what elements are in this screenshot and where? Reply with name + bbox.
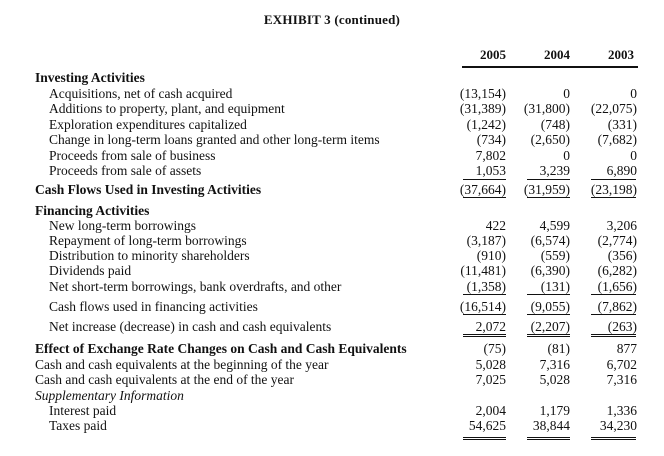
- value-cell-2005: 5,028: [475, 357, 506, 372]
- value-cell-2005: (3,187): [466, 233, 506, 248]
- total-underline: [527, 334, 570, 335]
- row-label-distribution-to-minority-shareholders: Distribution to minority shareholders: [49, 248, 250, 263]
- value-cell-2004: 5,028: [539, 372, 570, 387]
- total-underline: [463, 439, 506, 440]
- row-label-supplementary-information: Supplementary Information: [35, 388, 184, 403]
- value-cell-2003: (2,774): [597, 233, 637, 248]
- total-underline: [463, 334, 506, 335]
- total-underline: [591, 179, 636, 180]
- total-underline: [463, 179, 506, 180]
- value-cell-2004: 7,316: [539, 357, 570, 372]
- value-cell-2003: (23,198): [590, 182, 637, 197]
- value-cell-2005: (1,242): [466, 117, 506, 132]
- value-cell-2005: (13,154): [459, 86, 506, 101]
- total-underline: [463, 294, 506, 295]
- total-underline: [527, 437, 570, 438]
- table-row: [0, 148, 664, 163]
- value-cell-2005: 1,053: [475, 163, 506, 178]
- value-cell-2003: 7,316: [606, 372, 637, 387]
- total-underline: [527, 294, 570, 295]
- table-row: [0, 357, 664, 372]
- total-underline: [527, 336, 570, 337]
- value-cell-2003: 1,336: [606, 403, 637, 418]
- table-row: [0, 101, 664, 116]
- total-underline: [591, 314, 636, 315]
- table-row: [0, 372, 664, 387]
- value-cell-2004: (2,650): [530, 132, 570, 147]
- value-cell-2005: (31,389): [459, 101, 506, 116]
- value-cell-2003: (6,282): [597, 263, 637, 278]
- value-cell-2003: (356): [607, 248, 637, 263]
- value-cell-2005: 7,802: [475, 148, 506, 163]
- row-label-financing-activities: Financing Activities: [35, 203, 150, 218]
- value-cell-2005: (75): [483, 341, 506, 356]
- row-label-acquisitions-net-of-cash-acquired: Acquisitions, net of cash acquired: [49, 86, 233, 101]
- year-header-2004: 2004: [544, 47, 570, 62]
- row-label-additions-to-property-plant-and-equipment: Additions to property, plant, and equipment: [49, 101, 285, 116]
- value-cell-2005: 54,625: [468, 418, 506, 433]
- value-cell-2005: 7,025: [475, 372, 506, 387]
- table-row: [0, 279, 664, 294]
- row-label-proceeds-from-sale-of-business: Proceeds from sale of business: [49, 148, 216, 163]
- table-row: [0, 182, 664, 197]
- value-cell-2004: (6,574): [530, 233, 570, 248]
- value-cell-2003: (263): [607, 319, 637, 334]
- value-cell-2004: (2,207): [530, 319, 570, 334]
- total-underline: [591, 439, 636, 440]
- value-cell-2004: 3,239: [539, 163, 570, 178]
- row-label-change-in-long-term-loans-granted-and-other-long-term-items: Change in long-term loans granted and other long-term items: [49, 132, 380, 147]
- value-cell-2004: (6,390): [530, 263, 570, 278]
- row-label-cash-flows-used-in-investing-activities: Cash Flows Used in Investing Activities: [35, 182, 262, 197]
- year-header-2003: 2003: [608, 47, 634, 62]
- table-row: [0, 117, 664, 132]
- row-label-proceeds-from-sale-of-assets: Proceeds from sale of assets: [49, 163, 202, 178]
- exhibit-title: EXHIBIT 3 (continued): [263, 12, 401, 27]
- value-cell-2004: 38,844: [532, 418, 570, 433]
- value-cell-2004: (81): [547, 341, 570, 356]
- value-cell-2004: (9,055): [530, 299, 570, 314]
- total-underline: [463, 336, 506, 337]
- value-cell-2005: (1,358): [466, 279, 506, 294]
- value-cell-2005: 2,004: [475, 403, 506, 418]
- value-cell-2004: (748): [540, 117, 570, 132]
- value-cell-2003: 877: [616, 341, 637, 356]
- table-row: [0, 319, 664, 334]
- table-row: [0, 403, 664, 418]
- value-cell-2005: (16,514): [459, 299, 506, 314]
- row-label-cash-and-cash-equivalents-at-the-end-of-the-year: Cash and cash equivalents at the end of the year: [35, 372, 295, 387]
- value-cell-2005: (11,481): [460, 263, 506, 278]
- value-cell-2003: (331): [607, 117, 637, 132]
- row-label-cash-flows-used-in-financing-activities: Cash flows used in financing activities: [49, 299, 258, 314]
- table-row: [0, 248, 664, 263]
- table-row: [0, 163, 664, 178]
- row-label-effect-of-exchange-rate-changes-on-cash-and-cash-equivalents: Effect of Exchange Rate Changes on Cash and Cash Equivalents: [35, 341, 407, 356]
- value-cell-2004: (131): [540, 279, 570, 294]
- value-cell-2003: 3,206: [606, 218, 637, 233]
- total-underline: [527, 197, 570, 198]
- table-row: [0, 233, 664, 248]
- value-cell-2005: (910): [476, 248, 506, 263]
- table-row: [0, 86, 664, 101]
- value-cell-2003: 34,230: [599, 418, 637, 433]
- value-cell-2005: 2,072: [475, 319, 506, 334]
- value-cell-2003: 6,890: [606, 163, 637, 178]
- table-row: [0, 132, 664, 147]
- year-header-2005: 2005: [480, 47, 506, 62]
- table-row: [0, 341, 664, 356]
- value-cell-2005: 422: [485, 218, 506, 233]
- value-cell-2004: 4,599: [539, 218, 570, 233]
- value-cell-2003: 6,702: [606, 357, 637, 372]
- total-underline: [463, 437, 506, 438]
- value-cell-2004: 0: [563, 86, 570, 101]
- value-cell-2004: (31,800): [523, 101, 570, 116]
- total-underline: [527, 439, 570, 440]
- value-cell-2004: 0: [563, 148, 570, 163]
- row-label-net-short-term-borrowings-bank-overdrafts-and-other: Net short-term borrowings, bank overdrafts, and other: [49, 279, 342, 294]
- row-label-net-increase-decrease-in-cash-and-cash-equivalents: Net increase (decrease) in cash and cash equivalents: [49, 319, 332, 334]
- value-cell-2004: (31,959): [523, 182, 570, 197]
- header-rule: [462, 66, 638, 68]
- table-row: [0, 299, 664, 314]
- total-underline: [527, 179, 570, 180]
- total-underline: [591, 437, 636, 438]
- table-row: [0, 388, 664, 403]
- table-row: [0, 203, 664, 218]
- total-underline: [463, 197, 506, 198]
- value-cell-2003: 0: [630, 148, 637, 163]
- total-underline: [463, 314, 506, 315]
- value-cell-2004: 1,179: [539, 403, 570, 418]
- value-cell-2003: (22,075): [590, 101, 637, 116]
- row-label-interest-paid: Interest paid: [49, 403, 117, 418]
- table-row: [0, 218, 664, 233]
- row-label-cash-and-cash-equivalents-at-the-beginning-of-the-year: Cash and cash equivalents at the beginning of the year: [35, 357, 329, 372]
- value-cell-2003: (7,862): [597, 299, 637, 314]
- row-label-new-long-term-borrowings: New long-term borrowings: [49, 218, 196, 233]
- value-cell-2005: (37,664): [459, 182, 506, 197]
- row-label-dividends-paid: Dividends paid: [49, 263, 132, 278]
- row-label-repayment-of-long-term-borrowings: Repayment of long-term borrowings: [49, 233, 247, 248]
- total-underline: [591, 336, 636, 337]
- table-row: [0, 263, 664, 278]
- value-cell-2003: (7,682): [597, 132, 637, 147]
- value-cell-2003: 0: [630, 86, 637, 101]
- row-label-investing-activities: Investing Activities: [35, 70, 145, 85]
- table-row: [0, 70, 664, 85]
- row-label-taxes-paid: Taxes paid: [49, 418, 107, 433]
- row-label-exploration-expenditures-capitalized: Exploration expenditures capitalized: [49, 117, 247, 132]
- table-row: [0, 418, 664, 433]
- total-underline: [591, 334, 636, 335]
- value-cell-2003: (1,656): [597, 279, 637, 294]
- value-cell-2005: (734): [476, 132, 506, 147]
- total-underline: [591, 197, 636, 198]
- value-cell-2004: (559): [540, 248, 570, 263]
- total-underline: [527, 314, 570, 315]
- total-underline: [591, 294, 636, 295]
